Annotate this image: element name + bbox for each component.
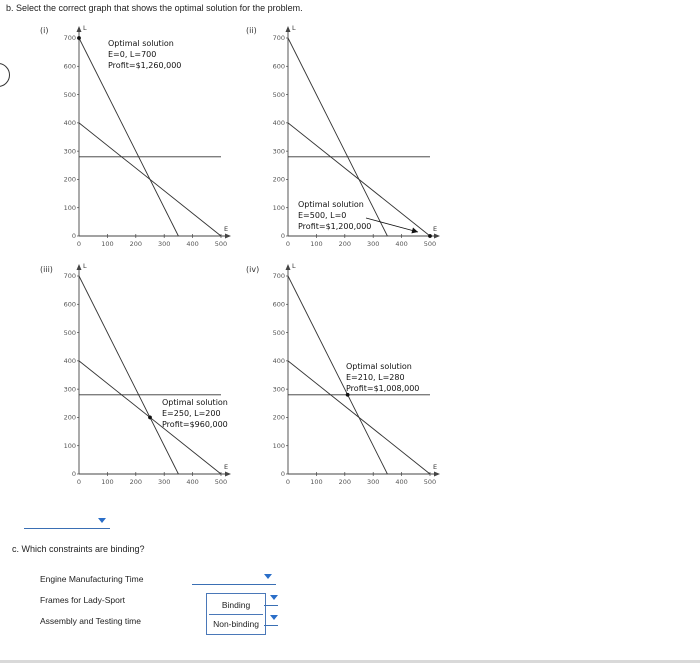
y-tick-label: 500 (63, 90, 76, 99)
binding-options-popup (206, 593, 266, 635)
y-tick-label: 200 (272, 175, 285, 184)
x-tick-label: 200 (338, 478, 352, 486)
x-tick-label: 100 (101, 478, 114, 486)
panel-label: (ii) (246, 26, 257, 35)
x-tick-label: 500 (423, 240, 437, 248)
x-tick-label: 400 (395, 478, 408, 486)
y-tick-label: 100 (272, 441, 285, 450)
binding-select-frames[interactable] (264, 594, 278, 606)
y-tick-label: 600 (63, 62, 76, 71)
chevron-down-icon (98, 518, 106, 523)
y-tick-label: 700 (63, 272, 76, 281)
y-tick-label: 600 (272, 300, 285, 309)
optimal-point (148, 416, 152, 420)
y-tick-label: 700 (63, 34, 76, 43)
page-divider (0, 660, 700, 663)
x-tick-label: 300 (366, 478, 380, 486)
x-tick-label: 300 (157, 240, 171, 248)
x-tick-label: 500 (423, 478, 437, 486)
x-tick-label: 200 (129, 240, 143, 248)
optimal-solution-annotation: Profit=$1,008,000 (346, 384, 420, 393)
x-tick-label: 200 (129, 478, 143, 486)
y-tick-label: 500 (272, 328, 285, 337)
x-tick-label: 400 (186, 240, 199, 248)
y-axis-label: L (292, 262, 296, 270)
y-tick-label: 400 (63, 119, 76, 128)
optimal-point (346, 393, 350, 397)
y-tick-label: 100 (63, 441, 76, 450)
constraint-label-frames: Frames for Lady-Sport (40, 595, 126, 605)
optimal-solution-annotation: Optimal solution (346, 362, 412, 371)
x-tick-label: 100 (310, 478, 323, 486)
constraint-line (79, 276, 178, 474)
y-tick-label: 500 (272, 90, 285, 99)
chevron-down-icon (264, 574, 272, 579)
x-axis-label: E (224, 225, 229, 233)
option-non-binding[interactable]: Non-binding (213, 619, 259, 629)
constraint-label-engine: Engine Manufacturing Time (40, 574, 144, 584)
y-tick-label: 100 (63, 203, 76, 212)
y-tick-label: 700 (272, 34, 285, 43)
x-axis-label: E (433, 463, 438, 471)
x-tick-label: 300 (366, 240, 380, 248)
x-axis-arrow-icon (225, 234, 231, 239)
optimal-solution-annotation: Profit=$1,200,000 (298, 222, 372, 231)
x-tick-label: 200 (338, 240, 352, 248)
x-axis-arrow-icon (434, 234, 440, 239)
x-tick-label: 0 (285, 240, 291, 248)
chevron-down-icon (270, 615, 278, 620)
x-tick-label: 100 (310, 240, 323, 248)
y-tick-label: 400 (272, 357, 285, 366)
binding-select-assembly[interactable] (264, 614, 278, 626)
optimal-solution-annotation: E=0, L=700 (108, 50, 157, 59)
optimal-solution-annotation: E=250, L=200 (162, 409, 221, 418)
y-tick-label: 200 (63, 413, 76, 422)
option-binding[interactable]: Binding (221, 600, 251, 610)
y-tick-label: 400 (63, 357, 76, 366)
x-tick-label: 0 (76, 478, 82, 486)
y-axis-arrow-icon (286, 26, 291, 32)
y-tick-label: 300 (272, 147, 285, 156)
y-tick-label: 0 (280, 232, 285, 241)
optimal-solution-annotation: Profit=$960,000 (162, 420, 228, 429)
part-c-prompt: c. Which constraints are binding? (12, 544, 145, 554)
y-tick-label: 300 (63, 147, 76, 156)
y-axis-label: L (292, 24, 296, 32)
y-axis-arrow-icon (77, 264, 82, 270)
x-tick-label: 300 (157, 478, 171, 486)
optimal-point (428, 234, 432, 238)
x-axis-label: E (433, 225, 438, 233)
x-axis-arrow-icon (434, 472, 440, 477)
constraint-label-assembly: Assembly and Testing time (40, 616, 141, 626)
optimal-solution-annotation: E=500, L=0 (298, 211, 347, 220)
chevron-down-icon (270, 595, 278, 600)
y-axis-arrow-icon (77, 26, 82, 32)
panel-label: (i) (40, 26, 49, 35)
optimal-point (77, 36, 81, 40)
part-b-prompt: b. Select the correct graph that shows the optimal solution for the problem. (6, 3, 303, 13)
y-axis-label: L (83, 24, 87, 32)
x-tick-label: 100 (101, 240, 114, 248)
y-tick-label: 0 (71, 232, 76, 241)
x-tick-label: 0 (76, 240, 82, 248)
y-tick-label: 400 (272, 119, 285, 128)
y-tick-label: 0 (280, 470, 285, 479)
y-tick-label: 300 (63, 385, 76, 394)
y-tick-label: 600 (272, 62, 285, 71)
optimal-solution-annotation: E=210, L=280 (346, 373, 405, 382)
optimal-solution-annotation: Optimal solution (162, 398, 228, 407)
arrowhead-icon (411, 228, 418, 234)
optimal-solution-annotation: Optimal solution (108, 39, 174, 48)
y-tick-label: 500 (63, 328, 76, 337)
x-tick-label: 500 (214, 478, 228, 486)
y-tick-label: 100 (272, 203, 285, 212)
optimal-solution-annotation: Profit=$1,260,000 (108, 61, 182, 70)
y-tick-label: 700 (272, 272, 285, 281)
y-tick-label: 0 (71, 470, 76, 479)
y-tick-label: 600 (63, 300, 76, 309)
panel-label: (iii) (40, 265, 53, 274)
graph-select-dropdown[interactable] (24, 515, 110, 529)
x-tick-label: 400 (186, 478, 199, 486)
y-axis-label: L (83, 262, 87, 270)
optimal-solution-annotation: Optimal solution (298, 200, 364, 209)
x-tick-label: 0 (285, 478, 291, 486)
panel-label: (iv) (246, 265, 260, 274)
x-tick-label: 400 (395, 240, 408, 248)
x-axis-label: E (224, 463, 229, 471)
x-tick-label: 500 (214, 240, 228, 248)
x-axis-arrow-icon (225, 472, 231, 477)
y-tick-label: 200 (63, 175, 76, 184)
y-axis-arrow-icon (286, 264, 291, 270)
binding-select-engine[interactable] (192, 571, 276, 585)
y-tick-label: 200 (272, 413, 285, 422)
y-tick-label: 300 (272, 385, 285, 394)
